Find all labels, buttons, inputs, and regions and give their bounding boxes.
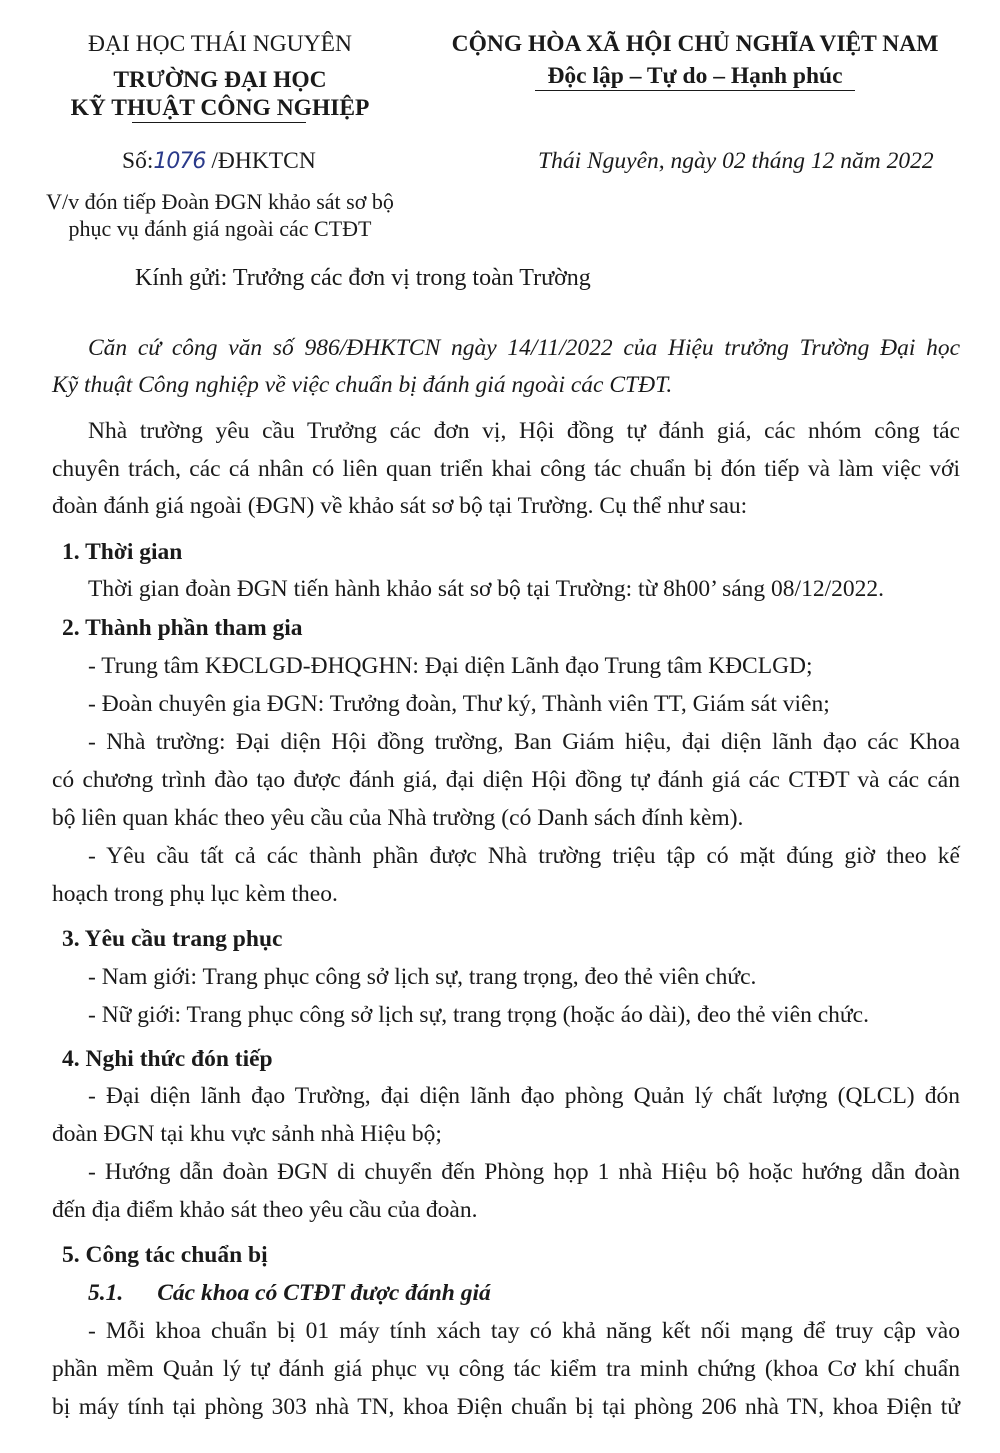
section-4-line-3: - Hướng dẫn đoàn ĐGN di chuyển đến Phòng họp 1 nhà Hiệu bộ hoặc hướng dẫn đoàn — [88, 1159, 960, 1185]
subject-line-1: V/v đón tiếp Đoàn ĐGN khảo sát sơ bộ — [46, 189, 394, 214]
section-3-heading: 3. Yêu cầu trang phục — [62, 926, 283, 952]
section-5-1-line-1: - Mỗi khoa chuẩn bị 01 máy tính xách tay có khả năng kết nối mạng để truy cập vào — [88, 1318, 960, 1344]
section-5-1-title: Các khoa có CTĐT được đánh giá — [157, 1280, 491, 1306]
section-2-line-5: bộ liên quan khác theo yêu cầu của Nhà trường (có Danh sách đính kèm). — [52, 805, 744, 831]
section-5-1-heading — [88, 1275, 491, 1313]
section-2-line-4: có chương trình đào tạo được đánh giá, đại diện Hội đồng tự đánh giá các CTĐT và các cán — [52, 767, 960, 793]
intro-line-2: chuyên trách, các cá nhân có liên quan triển khai công tác chuẩn bị đón tiếp và làm việc với — [52, 456, 960, 482]
section-1-heading: 1. Thời gian — [62, 539, 183, 565]
intro-italic-line-1: Căn cứ công văn số 986/ĐHKTCN ngày 14/11/2022 của Hiệu trưởng Trường Đại học — [88, 335, 960, 361]
national-title: CỘNG HÒA XÃ HỘI CHỦ NGHĨA VIỆT NAM — [451, 31, 939, 57]
doc-number-suffix: /ĐHKTCN — [211, 148, 316, 174]
doc-number-handwritten: 1076 — [153, 149, 206, 174]
section-2-line-3: - Nhà trường: Đại diện Hội đồng trường, Ban Giám hiệu, đại diện lãnh đạo các Khoa — [88, 729, 960, 755]
national-motto: Độc lập – Tự do – Hạnh phúc — [547, 63, 843, 89]
subject-line-2: phục vụ đánh giá ngoài các CTĐT — [68, 216, 372, 241]
doc-number-prefix: Số: — [122, 148, 154, 174]
document-number — [122, 143, 316, 181]
section-2-heading: 2. Thành phần tham gia — [62, 615, 303, 641]
section-2-line-1: - Trung tâm KĐCLGD-ĐHQGHN: Đại diện Lãnh đạo Trung tâm KĐCLGD; — [88, 653, 813, 679]
section-3-line-2: - Nữ giới: Trang phục công sở lịch sự, trang trọng (hoặc áo dài), đeo thẻ viên chức. — [88, 1002, 869, 1028]
section-5-1-line-3: bị máy tính tại phòng 303 nhà TN, khoa Điện chuẩn bị tại phòng 206 nhà TN, khoa Điện tử — [52, 1394, 960, 1420]
section-4-line-2: đoàn ĐGN tại khu vực sảnh nhà Hiệu bộ; — [52, 1121, 442, 1147]
ministry-name: ĐẠI HỌC THÁI NGUYÊN — [88, 31, 352, 57]
school-name-line1: TRƯỜNG ĐẠI HỌC — [113, 67, 327, 93]
section-4-line-1: - Đại diện lãnh đạo Trường, đại diện lãnh đạo phòng Quản lý chất lượng (QLCL) đón — [88, 1083, 960, 1109]
section-4-line-4: đến địa điểm khảo sát theo yêu cầu của đoàn. — [52, 1197, 478, 1223]
recipient: Kính gửi: Trưởng các đơn vị trong toàn Trường — [135, 265, 591, 291]
school-name-line2: KỸ THUẬT CÔNG NGHIỆP — [70, 95, 370, 121]
school-name-underline — [132, 122, 306, 123]
intro-line-3: đoàn đánh giá ngoài (ĐGN) về khảo sát sơ bộ tại Trường. Cụ thể như sau: — [52, 493, 748, 519]
motto-underline — [535, 90, 855, 91]
section-5-1-line-2: phần mềm Quản lý tự đánh giá phục vụ công tác kiểm tra minh chứng (khoa Cơ khí chuẩn — [52, 1356, 960, 1382]
section-5-1-number: 5.1. — [88, 1280, 124, 1306]
section-3-line-1: - Nam giới: Trang phục công sở lịch sự, trang trọng, đeo thẻ viên chức. — [88, 964, 757, 990]
section-5-heading: 5. Công tác chuẩn bị — [62, 1242, 268, 1268]
section-2-line-6: - Yêu cầu tất cả các thành phần được Nhà trường triệu tập có mặt đúng giờ theo kế — [88, 843, 960, 869]
intro-line-1: Nhà trường yêu cầu Trưởng các đơn vị, Hội đồng tự đánh giá, các nhóm công tác — [88, 418, 960, 444]
section-4-heading: 4. Nghi thức đón tiếp — [62, 1046, 273, 1072]
intro-italic-line-2: Kỹ thuật Công nghiệp về việc chuẩn bị đánh giá ngoài các CTĐT. — [52, 372, 673, 398]
issue-date: Thái Nguyên, ngày 02 tháng 12 năm 2022 — [538, 148, 934, 174]
section-2-line-2: - Đoàn chuyên gia ĐGN: Trưởng đoàn, Thư ký, Thành viên TT, Giám sát viên; — [88, 691, 830, 717]
section-1-line-1: Thời gian đoàn ĐGN tiến hành khảo sát sơ bộ tại Trường: từ 8h00’ sáng 08/12/2022. — [88, 576, 884, 602]
section-2-line-7: hoạch trong phụ lục kèm theo. — [52, 881, 338, 907]
